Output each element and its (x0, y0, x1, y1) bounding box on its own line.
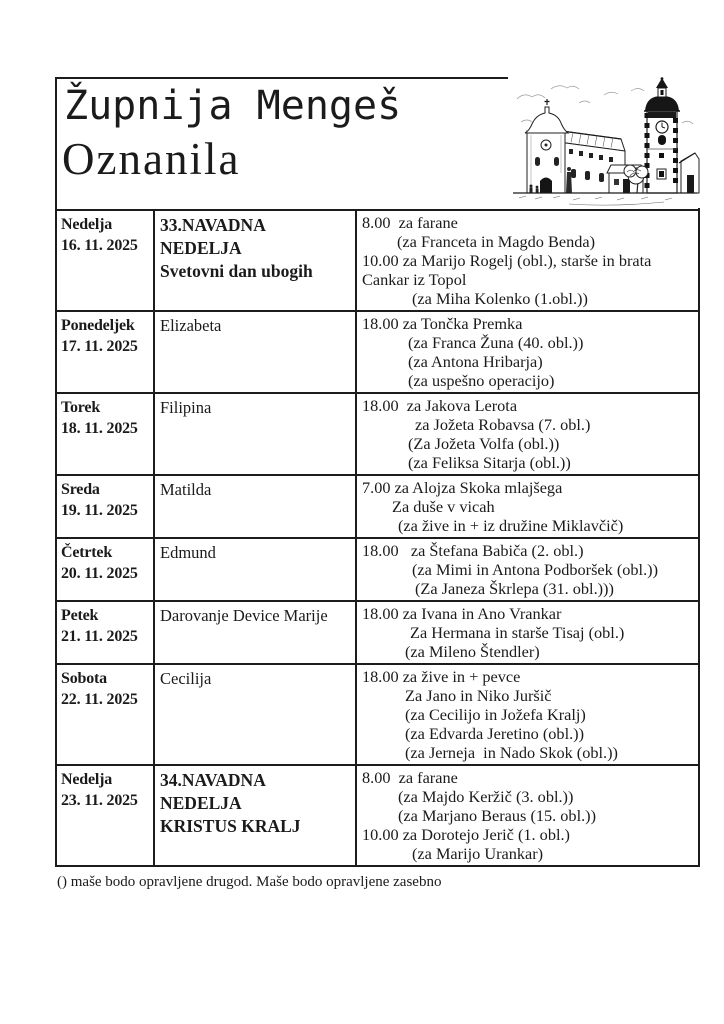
feast-cell (155, 312, 357, 392)
mass-line: (za Marjano Beraus (15. obl.)) (398, 806, 597, 825)
mass-line: (za Antona Hribarja) (408, 352, 543, 371)
mass-cell (357, 476, 698, 537)
feast-cell (155, 394, 357, 474)
mass-line: Za Hermana in starše Tisaj (obl.) (410, 623, 625, 642)
day-label: Sreda (61, 481, 100, 498)
mass-line: (Za Jožeta Volfa (obl.)) (408, 434, 560, 453)
bulletin-document (55, 77, 700, 867)
feast-cell (155, 539, 357, 600)
table-row (57, 392, 698, 474)
mass-cell (357, 766, 698, 865)
mass-line: 18.00 za Jakova Lerota (362, 396, 518, 415)
feast-line: 33.NAVADNA (160, 215, 266, 235)
day-cell (57, 476, 155, 537)
day-label: Sobota (61, 670, 107, 687)
mass-cell (357, 312, 698, 392)
date-label: 22. 11. 2025 (61, 691, 138, 708)
feast-line: Matilda (160, 480, 212, 499)
feast-line: Cecilija (160, 669, 212, 688)
date-label: 23. 11. 2025 (61, 792, 138, 809)
mass-line: Za Jano in Niko Juršič (405, 686, 552, 705)
mass-line: (za Mimi in Antona Podboršek (obl.)) (412, 560, 658, 579)
mass-cell (357, 539, 698, 600)
day-label: Nedelja (61, 771, 113, 788)
mass-line: 8.00 za farane (362, 768, 458, 787)
feast-cell (155, 602, 357, 663)
day-cell (57, 211, 155, 310)
feast-line: KRISTUS KRALJ (160, 816, 301, 836)
date-label: 16. 11. 2025 (61, 237, 138, 254)
feast-line: Svetovni dan ubogih (160, 261, 313, 281)
feast-line: Filipina (160, 398, 212, 417)
mass-cell (357, 602, 698, 663)
mass-cell (357, 211, 698, 310)
mass-line: 18.00 za Štefana Babiča (2. obl.) (362, 541, 584, 560)
mass-line: (za Cecilijo in Jožefa Kralj) (405, 705, 586, 724)
table-row (57, 663, 698, 764)
mass-line: (za Franceta in Magdo Benda) (397, 232, 596, 251)
footnote: () maše bodo opravljene drugod. Maše bodo opravljene zasebno (57, 874, 442, 890)
mass-line: 8.00 za farane (362, 213, 458, 232)
feast-line: NEDELJA (160, 238, 242, 258)
mass-line: (za Feliksa Sitarja (obl.)) (408, 453, 571, 472)
mass-line: za Jožeta Robavsa (7. obl.) (415, 415, 591, 434)
day-label: Torek (61, 399, 101, 416)
feast-cell (155, 766, 357, 865)
feast-line: Elizabeta (160, 316, 222, 335)
mass-cell (357, 665, 698, 764)
day-cell (57, 312, 155, 392)
church-sketch-image (508, 77, 700, 208)
date-label: 21. 11. 2025 (61, 628, 138, 645)
mass-line: 10.00 za Dorotejo Jerič (1. obl.) (362, 825, 570, 844)
mass-line: Za duše v vicah (392, 497, 495, 516)
header (57, 79, 698, 211)
date-label: 19. 11. 2025 (61, 502, 138, 519)
mass-line: (Za Janeza Škrlepa (31. obl.))) (415, 579, 614, 598)
mass-line: 7.00 za Alojza Skoka mlajšega (362, 478, 563, 497)
mass-line: 18.00 za žive in + pevce (362, 667, 521, 686)
day-cell (57, 539, 155, 600)
day-cell (57, 766, 155, 865)
day-label: Četrtek (61, 544, 113, 561)
mass-line: 18.00 za Ivana in Ano Vrankar (362, 604, 562, 623)
feast-cell (155, 476, 357, 537)
feast-cell (155, 665, 357, 764)
feast-line: 34.NAVADNA (160, 770, 266, 790)
bulletin-title: Oznanila (62, 134, 241, 184)
mass-line: (za žive in + iz družine Miklavčič) (398, 516, 624, 535)
date-label: 17. 11. 2025 (61, 338, 138, 355)
table-row (57, 537, 698, 600)
mass-cell (357, 394, 698, 474)
parish-title: Župnija Mengeš (64, 83, 402, 129)
mass-line: (za Majdo Keržič (3. obl.)) (398, 787, 574, 806)
mass-line: (za Jerneja in Nado Skok (obl.)) (405, 743, 618, 762)
day-label: Ponedeljek (61, 317, 135, 334)
feast-line: NEDELJA (160, 793, 242, 813)
table-row (57, 310, 698, 392)
mass-line: (za Marijo Urankar) (412, 844, 544, 863)
day-cell (57, 665, 155, 764)
mass-line: (za Franca Žuna (40. obl.)) (408, 333, 584, 352)
table-row (57, 474, 698, 537)
table-row (57, 764, 698, 865)
day-cell (57, 394, 155, 474)
date-label: 18. 11. 2025 (61, 420, 138, 437)
mass-schedule-table (57, 211, 698, 865)
feast-cell (155, 211, 357, 310)
date-label: 20. 11. 2025 (61, 565, 138, 582)
mass-line: (za uspešno operacijo) (408, 371, 555, 390)
feast-line: Darovanje Device Marije (160, 606, 328, 625)
day-label: Petek (61, 607, 99, 624)
mass-line: 10.00 za Marijo Rogelj (obl.), starše in brata (362, 251, 652, 270)
feast-line: Edmund (160, 543, 216, 562)
day-cell (57, 602, 155, 663)
mass-line: (za Miha Kolenko (1.obl.)) (412, 289, 588, 308)
table-row (57, 600, 698, 663)
mass-line: (za Edvarda Jeretino (obl.)) (405, 724, 585, 743)
table-row (57, 211, 698, 310)
day-label: Nedelja (61, 216, 113, 233)
mass-line: (za Mileno Štendler) (405, 642, 540, 661)
mass-line: 18.00 za Tončka Premka (362, 314, 523, 333)
mass-line: Cankar iz Topol (362, 270, 467, 289)
